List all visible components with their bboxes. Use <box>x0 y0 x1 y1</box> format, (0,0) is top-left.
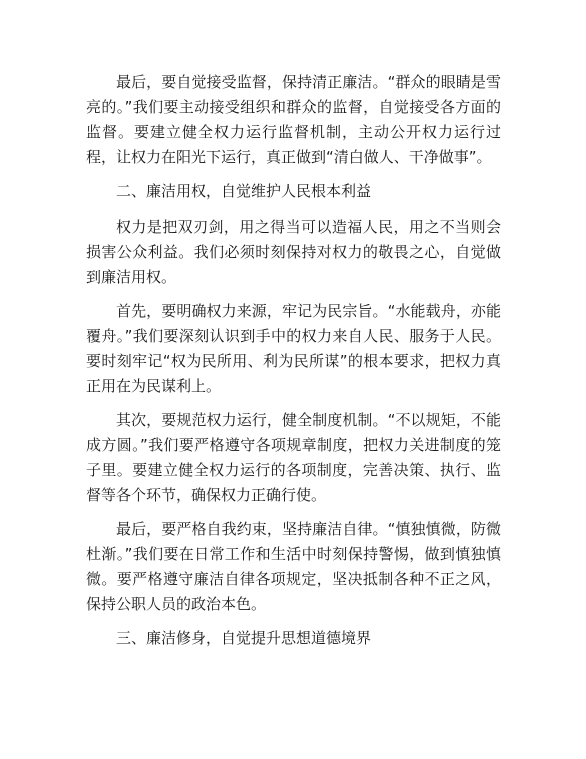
paragraph-power-regulation: 其次，要规范权力运行，健全制度机制。“不以规矩，不能成方圆。”我们要严格遵守各项规章制度，把权力关进制度的笼子里。要建立健全权力运行的各项制度，完善决策、执行、监督等各个环节，确保权力正确行使。 <box>86 411 501 504</box>
paragraph-self-discipline: 最后，要严格自我约束，坚持廉洁自律。“慎独慎微，防微杜渐。”我们要在日常工作和生活中时刻保持警惕，做到慎独慎微。要严格遵守廉洁自律各项规定，坚决抵制各种不正之风，保持公职人员的政治本色。 <box>86 520 501 613</box>
document-page <box>86 70 501 662</box>
section-heading-2: 二、廉洁用权，自觉维护人民根本利益 <box>116 182 372 200</box>
section-heading-3: 三、廉洁修身，自觉提升思想道德境界 <box>116 629 372 647</box>
paragraph-power-source: 首先，要明确权力来源，牢记为民宗旨。“水能载舟，亦能覆舟。”我们要深刻认识到手中的权力来自人民、服务于人民。要时刻牢记“权为民所用、利为民所谋”的根本要求，把权力真正用在为民谋利上。 <box>86 302 501 395</box>
paragraph-supervision: 最后，要自觉接受监督，保持清正廉洁。“群众的眼睛是雪亮的。”我们要主动接受组织和群众的监督，自觉接受各方面的监督。要建立健全权力运行监督机制，主动公开权力运行过程，让权力在阳光下运行，真正做到“清白做人、干净做事”。 <box>86 73 501 166</box>
paragraph-power-intro: 权力是把双刃剑，用之得当可以造福人民，用之不当则会损害公众利益。我们必须时刻保持对权力的敬畏之心，自觉做到廉洁用权。 <box>86 218 501 286</box>
